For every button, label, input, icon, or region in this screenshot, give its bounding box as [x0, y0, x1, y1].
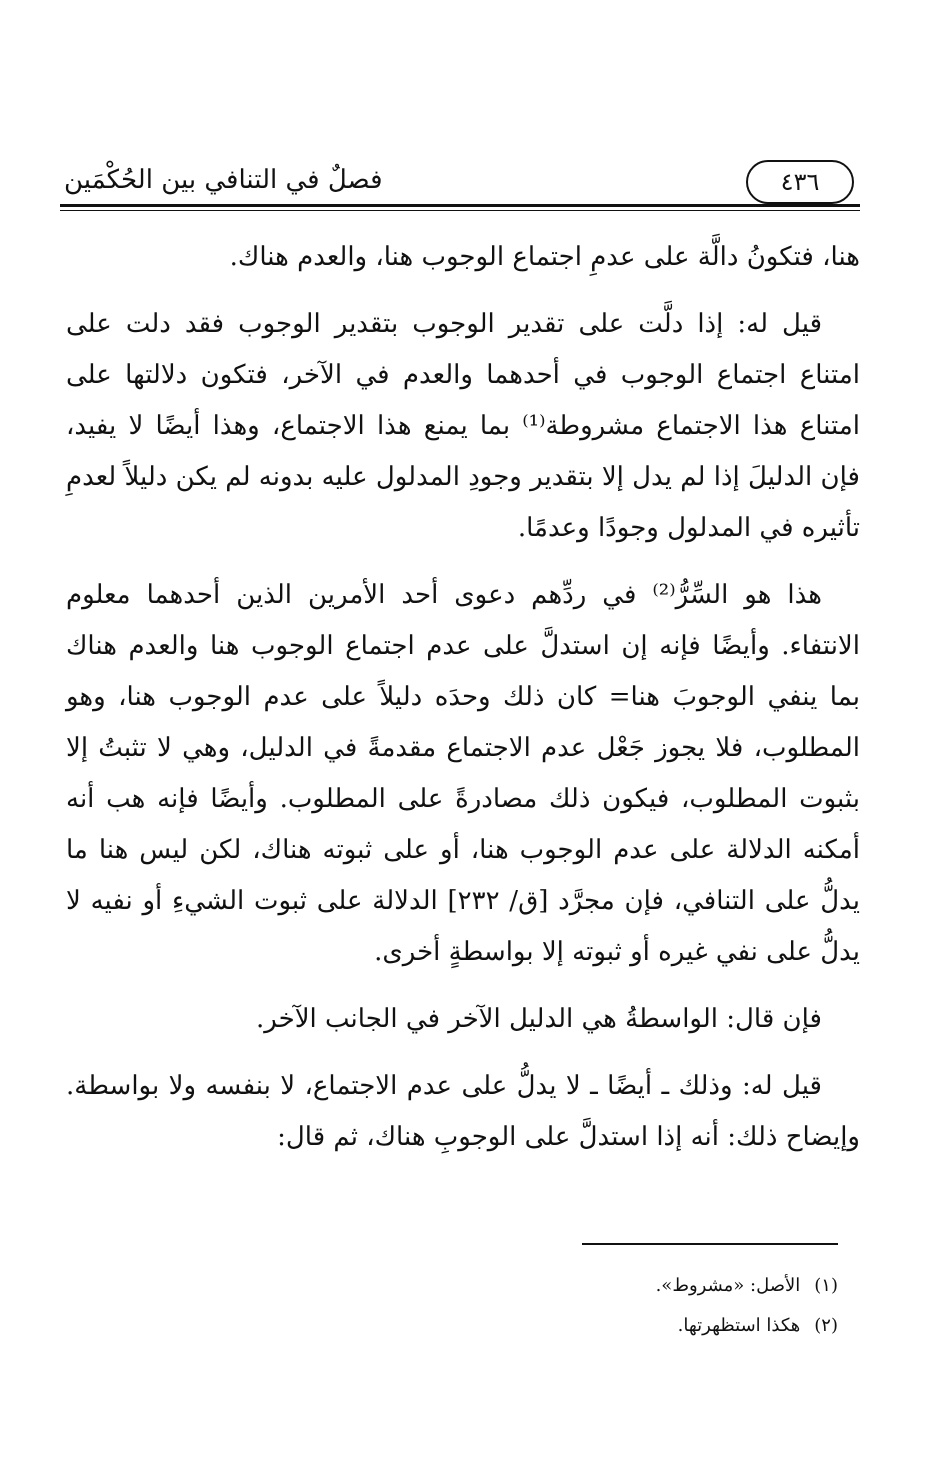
- footnote-2: [118, 1306, 838, 1346]
- page-header: [60, 160, 860, 208]
- paragraph-4: فإن قال: الواسطةُ هي الدليل الآخر في الجانب الآخر.: [256, 1004, 822, 1034]
- footnote-text: الأصل: «مشروط».: [655, 1275, 801, 1296]
- footnote-separator: [582, 1243, 838, 1245]
- body-text: [66, 232, 860, 1179]
- footnotes: [118, 1266, 838, 1346]
- paragraph-3: هذا هو السِّرُّ⁽²⁾ في ردِّهم دعوى أحد الأمرين الذين أحدهما معلوم الانتفاء. وأيضًا فإنه إن استدلَّ على عدم اجتماع الوجوب هنا والعدم هناك بما ينفي الوجوبَ هنا= كان ذلك وحدَه دليلاً على عدم الوجوب هنا، وهو المطلوب، فلا يجوز جَعْل عدم الاجتماع مقدمةً في الدليل، وهي لا تثبتُ إلا بثبوت المطلوب، فيكون ذلك مصادرةً على المطلوب. وأيضًا فإنه هب أنه أمكنه الدلالة على عدم الوجوب هنا، أو على ثبوته هناك، لكن ليس هنا ما يدلُّ على التنافي، فإن مجرَّد [ق/ ٢٣٢] الدلالة على ثبوت الشيءِ أو نفيه لا يدلُّ على نفي غيره أو ثبوته إلا بواسطةٍ أخرى.: [66, 580, 861, 967]
- paragraph-5: قيل له: وذلك ـ أيضًا ـ لا يدلُّ على عدم الاجتماع، لا بنفسه ولا بواسطة. وإيضاح ذلك: أنه إذا استدلَّ على الوجوبِ هناك، ثم قال:: [66, 1071, 860, 1152]
- header-rule: [60, 204, 860, 207]
- page-number-badge: [746, 160, 854, 204]
- footnote-1: [118, 1266, 838, 1306]
- footnote-marker: (٢): [814, 1315, 838, 1336]
- page-number: ٤٣٦: [780, 168, 820, 196]
- paragraph-2: قيل له: إذا دلَّت على تقدير الوجوب بتقدير الوجوب فقد دلت على امتناع اجتماع الوجوب في أحدهما والعدم في الآخر، فتكون دلالتها على امتناع هذا الاجتماع مشروطة⁽¹⁾ بما يمنع هذا الاجتماع، وهذا أيضًا لا يفيد، فإن الدليلَ إذا لم يدل إلا بتقدير وجودِ المدلول عليه بدونه لم يكن دليلاً لعدمِ تأثيره في المدلول وجودًا وعدمًا.: [66, 309, 860, 543]
- header-rule-thin: [60, 210, 860, 211]
- chapter-title: فصلٌ في التنافي بين الحُكْمَين: [64, 165, 383, 195]
- footnote-marker: (١): [814, 1275, 838, 1296]
- paragraph-1: هنا، فتكونُ دالَّة على عدمِ اجتماع الوجوب هنا، والعدم هناك.: [229, 242, 860, 272]
- footnote-text: هكذا استظهرتها.: [677, 1315, 801, 1336]
